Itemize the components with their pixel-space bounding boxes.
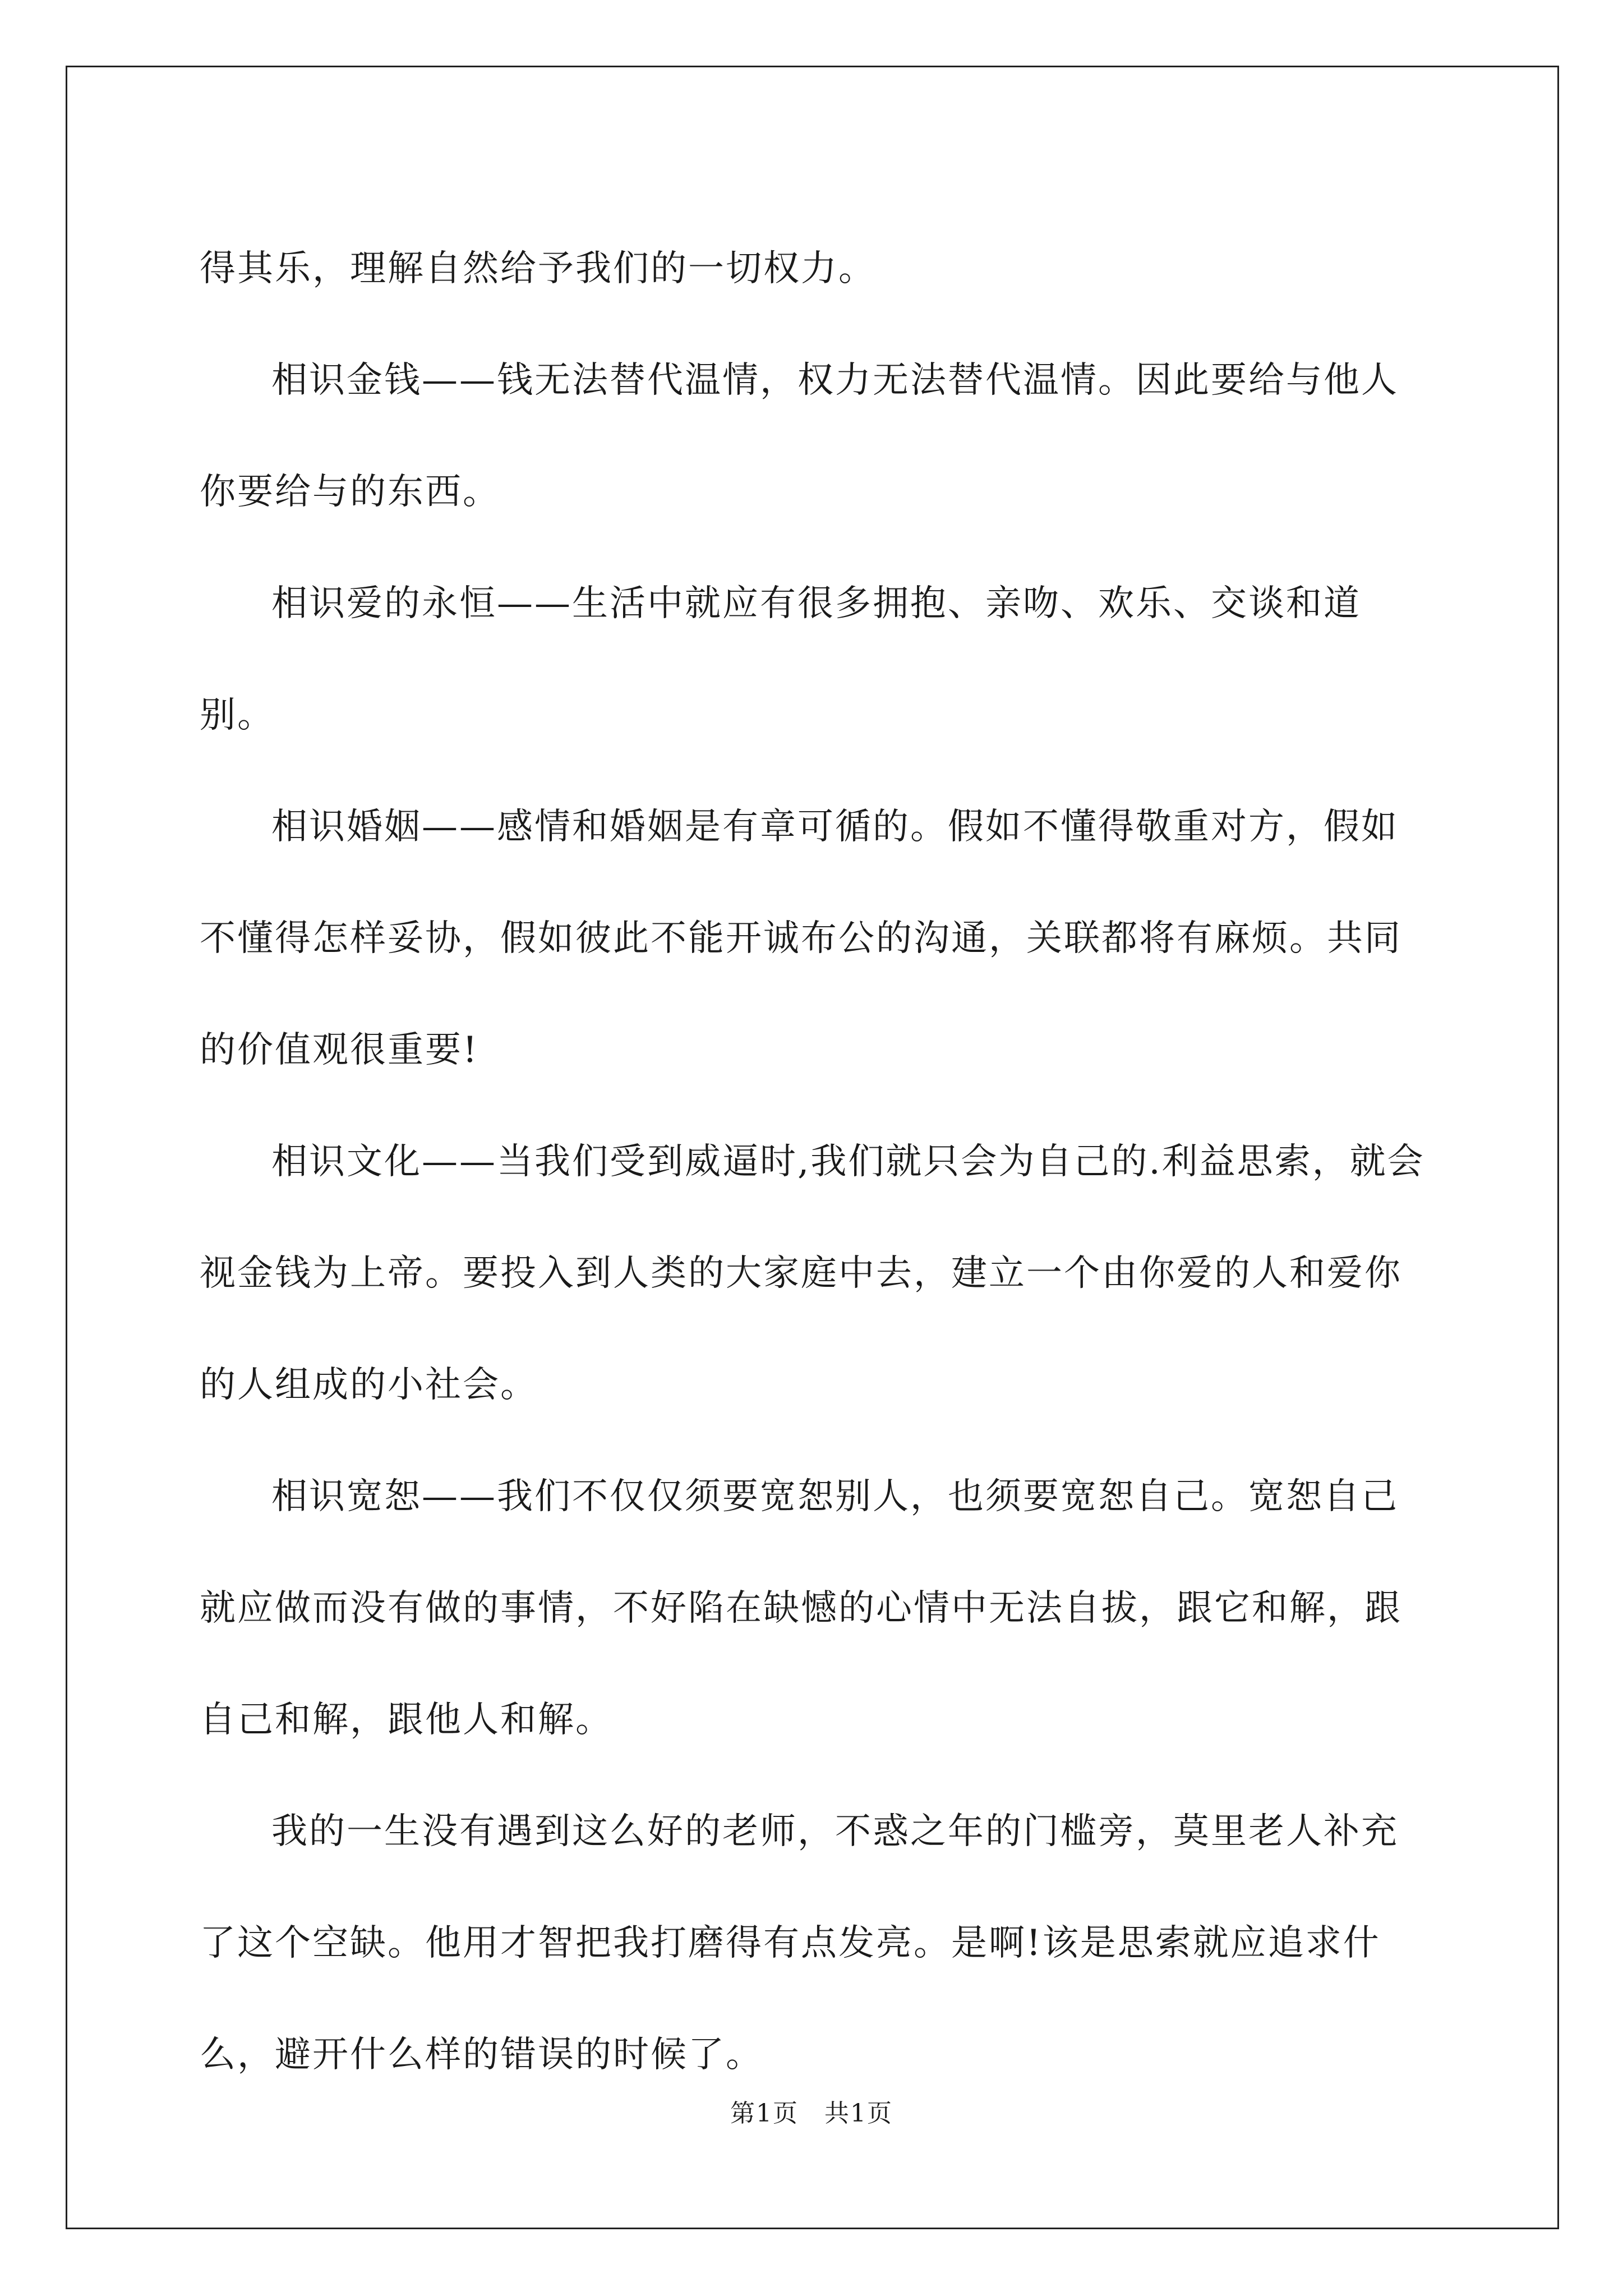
paragraph-5: 相识文化——当我们受到威逼时,我们就只会为自己的.利益思索，就会视金钱为上帝。要投入到人类的大家庭中去，建立一个由你爱的人和爱你的人组成的小社会。 <box>200 1141 1425 1406</box>
document-body <box>200 213 1433 2111</box>
paragraph-7: 我的一生没有遇到这么好的老师，不惑之年的门槛旁，莫里老人补充了这个空缺。他用才智把我打磨得有点发亮。是啊!该是思索就应追求什么，避开什么样的错误的时候了。 <box>200 1811 1399 2076</box>
paragraph-2: 相识金钱——钱无法替代温情，权力无法替代温情。因此要给与他人你要给与的东西。 <box>200 360 1399 513</box>
page-number-footer: 第1页 共1页 <box>730 2099 893 2128</box>
paragraph-1: 得其乐，理解自然给予我们的一切权力。 <box>200 248 876 289</box>
paragraph-6: 相识宽恕——我们不仅仅须要宽恕别人，也须要宽恕自己。宽恕自己就应做而没有做的事情，不好陷在缺憾的心情中无法自拔，跟它和解，跟自己和解，跟他人和解。 <box>200 1476 1402 1741</box>
paragraph-4: 相识婚姻——感情和婚姻是有章可循的。假如不懂得敬重对方，假如不懂得怎样妥协，假如彼此不能开诚布公的沟通，关联都将有麻烦。共同的价值观很重要! <box>200 806 1402 1071</box>
paragraph-3: 相识爱的永恒——生活中就应有很多拥抱、亲吻、欢乐、交谈和道别。 <box>200 583 1361 736</box>
